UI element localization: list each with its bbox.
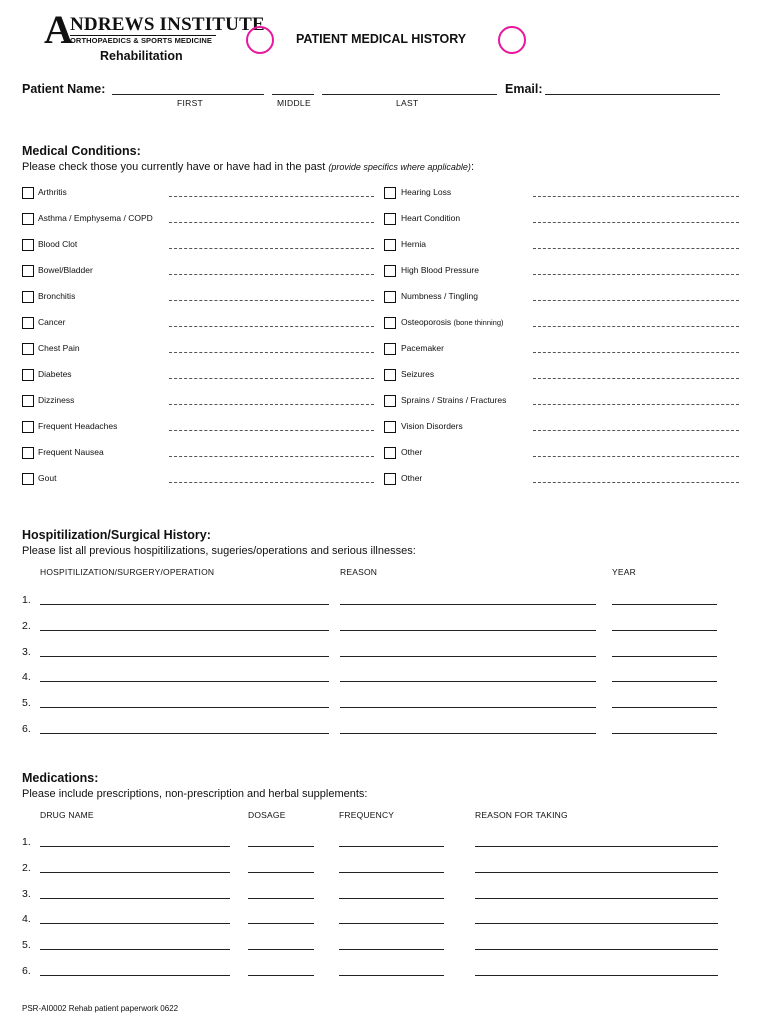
reason-taking-field[interactable] [475,949,718,950]
condition-name: Blood Clot [38,239,78,249]
condition-specifics-field[interactable] [533,430,739,431]
condition-label [38,395,74,405]
drug-name-field[interactable] [40,872,230,873]
condition-name: Cancer [38,317,66,327]
condition-specifics-field[interactable] [169,326,374,327]
reason-taking-field[interactable] [475,872,718,873]
first-label: FIRST [177,98,204,108]
year-field[interactable] [612,681,717,682]
col-reason-header: REASON [340,567,378,577]
condition-specifics-field[interactable] [169,456,374,457]
condition-name: Frequent Headaches [38,421,118,431]
frequency-field[interactable] [339,975,444,976]
condition-name: Numbness / Tingling [401,291,479,301]
logo-subtitle: ORTHOPAEDICS & SPORTS MEDICINE [70,36,213,45]
procedure-field[interactable] [40,733,329,734]
condition-name: Diabetes [38,369,72,379]
row-number: 3. [22,888,31,900]
procedure-field[interactable] [40,707,329,708]
reason-field[interactable] [340,681,596,682]
col-dosage-header: DOSAGE [248,810,286,820]
condition-label [38,447,104,457]
medications-title: Medications: [22,771,99,785]
condition-name: Seizures [401,369,435,379]
condition-label [38,473,56,483]
drug-name-field[interactable] [40,898,230,899]
condition-name: Hernia [401,239,427,249]
condition-specifics-field[interactable] [169,430,374,431]
condition-specifics-field[interactable] [533,248,739,249]
condition-specifics-field[interactable] [169,248,374,249]
row-number: 6. [22,723,31,735]
conditions-desc: Please check those you currently have or have had in the past (provide specifics where applicable): [22,161,474,173]
frequency-field[interactable] [339,898,444,899]
condition-specifics-field[interactable] [533,482,739,483]
condition-name: Dizziness [38,395,75,405]
condition-checkbox[interactable] [384,213,396,225]
middle-name-field[interactable] [272,94,314,95]
dosage-field[interactable] [248,949,314,950]
condition-checkbox[interactable] [22,317,34,329]
col-procedure-header: HOSPITILIZATION/SURGERY/OPERATION [40,567,215,577]
condition-checkbox[interactable] [22,265,34,277]
condition-label [38,187,67,197]
condition-checkbox[interactable] [384,395,396,407]
condition-checkbox[interactable] [384,343,396,355]
drug-name-field[interactable] [40,846,230,847]
condition-label [38,421,117,431]
reason-field[interactable] [340,630,596,631]
condition-specifics-field[interactable] [169,274,374,275]
condition-checkbox[interactable] [22,213,34,225]
conditions-title: Medical Conditions: [22,144,141,158]
row-number: 2. [22,620,31,632]
condition-checkbox[interactable] [22,395,34,407]
condition-checkbox[interactable] [384,369,396,381]
procedure-field[interactable] [40,681,329,682]
row-number: 4. [22,671,31,683]
condition-label [401,473,422,483]
condition-specifics-field[interactable] [533,222,739,223]
condition-label [401,395,506,405]
medications-desc: Please include prescriptions, non-prescription and herbal supplements: [22,788,368,800]
drug-name-field[interactable] [40,975,230,976]
year-field[interactable] [612,733,717,734]
patient-name-label: Patient Name: [22,82,106,96]
condition-checkbox[interactable] [384,291,396,303]
condition-name: Asthma / Emphysema / COPD [38,213,153,223]
email-label: Email: [505,82,543,96]
dosage-field[interactable] [248,898,314,899]
col-year-header: YEAR [612,567,636,577]
year-field[interactable] [612,707,717,708]
condition-name: Gout [38,473,57,483]
first-name-field[interactable] [112,94,264,95]
condition-label [38,343,80,353]
condition-label [401,239,426,249]
row-number: 6. [22,965,31,977]
condition-checkbox[interactable] [384,473,396,485]
condition-specifics-field[interactable] [169,222,374,223]
condition-name: Vision Disorders [401,421,463,431]
hospitalization-desc: Please list all previous hospitilizations, sugeries/operations and serious illnesses: [22,545,416,557]
hospitalization-title: Hospitilization/Surgical History: [22,528,211,542]
dosage-field[interactable] [248,975,314,976]
condition-note: (bone thinning) [453,318,504,327]
condition-name: Other [401,473,423,483]
condition-label [38,291,75,301]
col-drug-header: DRUG NAME [40,810,94,820]
condition-label [401,291,478,301]
condition-specifics-field[interactable] [533,352,739,353]
procedure-field[interactable] [40,604,329,605]
condition-label [38,213,153,223]
condition-specifics-field[interactable] [533,326,739,327]
condition-checkbox[interactable] [22,369,34,381]
condition-label [401,187,451,197]
condition-specifics-field[interactable] [169,482,374,483]
condition-specifics-field[interactable] [533,378,739,379]
condition-specifics-field[interactable] [169,300,374,301]
department-label: Rehabilitation [100,49,183,63]
condition-specifics-field[interactable] [533,456,739,457]
row-number: 5. [22,697,31,709]
email-field[interactable] [545,94,720,95]
condition-name: Pacemaker [401,343,444,353]
col-frequency-header: FREQUENCY [339,810,395,820]
condition-name: Osteoporosis [401,317,452,327]
drug-name-field[interactable] [40,949,230,950]
condition-checkbox[interactable] [22,343,34,355]
condition-checkbox[interactable] [22,447,34,459]
frequency-field[interactable] [339,923,444,924]
condition-label [38,369,72,379]
frequency-field[interactable] [339,949,444,950]
year-field[interactable] [612,604,717,605]
frequency-field[interactable] [339,846,444,847]
page-title: PATIENT MEDICAL HISTORY [296,32,467,46]
col-reason-taking-header: REASON FOR TAKING [475,810,568,820]
reason-field[interactable] [340,604,596,605]
condition-name: Chest Pain [38,343,80,353]
condition-specifics-field[interactable] [533,274,739,275]
condition-label [401,317,504,327]
condition-checkbox[interactable] [384,447,396,459]
condition-label [401,213,460,223]
condition-checkbox[interactable] [384,317,396,329]
reason-taking-field[interactable] [475,975,718,976]
condition-checkbox[interactable] [384,421,396,433]
year-field[interactable] [612,656,717,657]
condition-specifics-field[interactable] [533,196,739,197]
condition-name: Frequent Nausea [38,447,104,457]
dosage-field[interactable] [248,846,314,847]
condition-name: Heart Condition [401,213,461,223]
condition-label [38,239,77,249]
row-number: 5. [22,939,31,951]
reason-taking-field[interactable] [475,846,718,847]
last-label: LAST [396,98,419,108]
condition-name: Sprains / Strains / Fractures [401,395,507,405]
procedure-field[interactable] [40,630,329,631]
condition-checkbox[interactable] [384,265,396,277]
dosage-field[interactable] [248,872,314,873]
reason-taking-field[interactable] [475,923,718,924]
condition-checkbox[interactable] [22,239,34,251]
row-number: 3. [22,646,31,658]
condition-specifics-field[interactable] [169,378,374,379]
condition-label [401,343,444,353]
drug-name-field[interactable] [40,923,230,924]
condition-name: High Blood Pressure [401,265,479,275]
row-number: 2. [22,862,31,874]
condition-label [38,265,93,275]
condition-checkbox[interactable] [384,187,396,199]
frequency-field[interactable] [339,872,444,873]
row-number: 1. [22,836,31,848]
condition-checkbox[interactable] [22,187,34,199]
condition-label [38,317,65,327]
year-field[interactable] [612,630,717,631]
condition-name: Bowel/Bladder [38,265,93,275]
row-number: 1. [22,594,31,606]
reason-taking-field[interactable] [475,898,718,899]
reason-field[interactable] [340,656,596,657]
condition-label [401,421,463,431]
last-name-field[interactable] [322,94,497,95]
circle-icon [246,26,274,54]
logo-initial: A [44,7,72,52]
middle-label: MIDDLE [277,98,311,108]
dosage-field[interactable] [248,923,314,924]
condition-specifics-field[interactable] [169,352,374,353]
condition-label [401,447,422,457]
condition-specifics-field[interactable] [169,404,374,405]
procedure-field[interactable] [40,656,329,657]
condition-specifics-field[interactable] [169,196,374,197]
condition-name: Bronchitis [38,291,76,301]
reason-field[interactable] [340,733,596,734]
condition-checkbox[interactable] [22,473,34,485]
condition-specifics-field[interactable] [533,404,739,405]
condition-label [401,265,479,275]
condition-checkbox[interactable] [22,421,34,433]
condition-name: Other [401,447,423,457]
circle-icon [498,26,526,54]
footer-code: PSR-AI0002 Rehab patient paperwork 0622 [22,1004,179,1013]
row-number: 4. [22,913,31,925]
condition-specifics-field[interactable] [533,300,739,301]
condition-label [401,369,434,379]
logo-name: NDREWS INSTITUTE [70,14,265,35]
condition-checkbox[interactable] [384,239,396,251]
condition-name: Arthritis [38,187,67,197]
condition-name: Hearing Loss [401,187,452,197]
reason-field[interactable] [340,707,596,708]
condition-checkbox[interactable] [22,291,34,303]
